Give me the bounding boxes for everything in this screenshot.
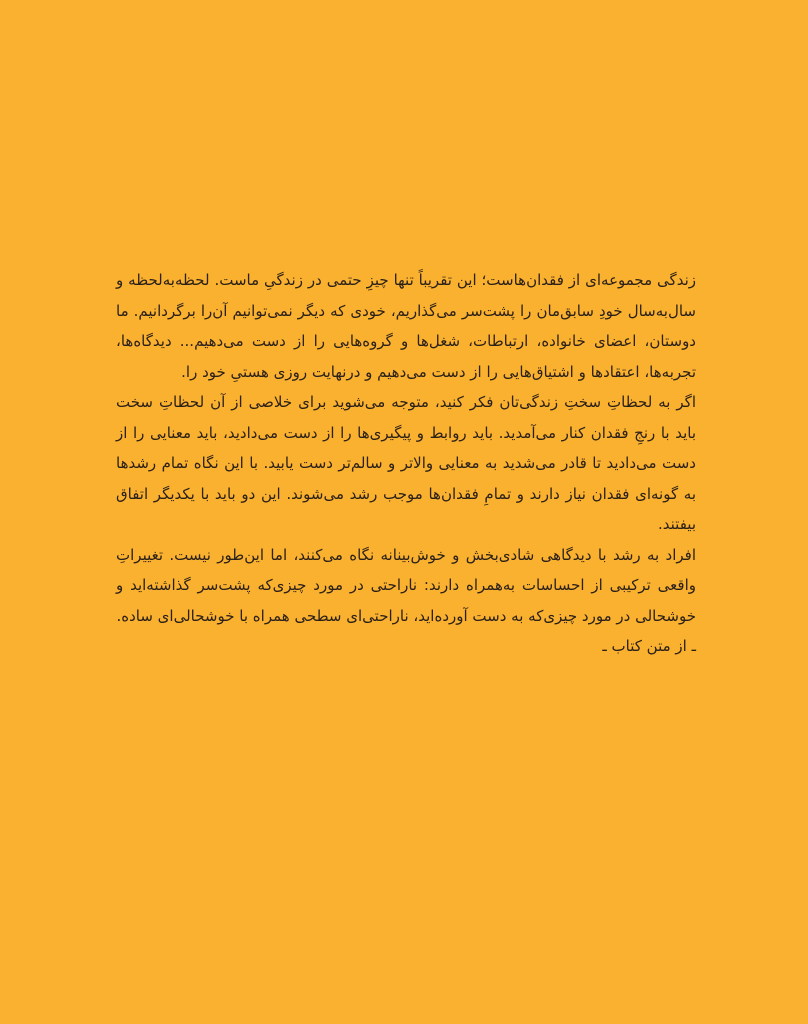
source-attribution: ـ از متن کتاب ـ <box>602 637 696 655</box>
paragraph-3: افراد به رشد با دیدگاهی شادی‌بخش و خوش‌بینانه نگاه می‌کنند، اما این‌طور نیست. تغییراتِ واقعی ترکیبی از احساسات به‌همراه دارند: ناراحتی در مورد چیزی‌که پشت‌سر گذاشته‌اید و خوشحالی در مورد چیزی‌که به دست آورده‌اید، ناراحتی‌ای سطحی همراه با خوشحالی‌ای ساده. <box>116 545 696 625</box>
quote-text-block <box>116 265 696 662</box>
paragraph-1: زندگی مجموعه‌ای از فقدان‌هاست؛ این تقریباً تنها چیزِ حتمی در زندگیِ ماست. لحظه‌به‌لحظه و سال‌به‌سال خودِ سابق‌مان را پشت‌سر می‌گذاریم، خودی که دیگر نمی‌توانیم آن‌را برگردانیم. ما دوستان، اعضای خانواده، ارتباطات، شغل‌ها و گروه‌هایی را از دست می‌دهیم... دیدگاه‌ها، تجربه‌ها، اعتقادها و اشتیاق‌هایی را از دست می‌دهیم و درنهایت روزی هستیِ خود را. <box>116 271 696 381</box>
paragraph-2: اگر به لحظاتِ سختِ زندگی‌تان فکر کنید، متوجه می‌شوید برای خلاصی از آن لحظاتِ سخت باید با رنجِ فقدان کنار می‌آمدید. باید روابط و پیگیری‌ها را از دست می‌دادید، باید معنایی را از دست می‌دادید تا قادر می‌شدید به معنایی والاتر و سالم‌تر دست یابید. با این نگاه تمام رشدها به گونه‌ای فقدان نیاز دارند و تمامِ فقدان‌ها موجب رشد می‌شوند. این دو باید با یکدیگر اتفاق بیفتند. <box>116 393 696 533</box>
